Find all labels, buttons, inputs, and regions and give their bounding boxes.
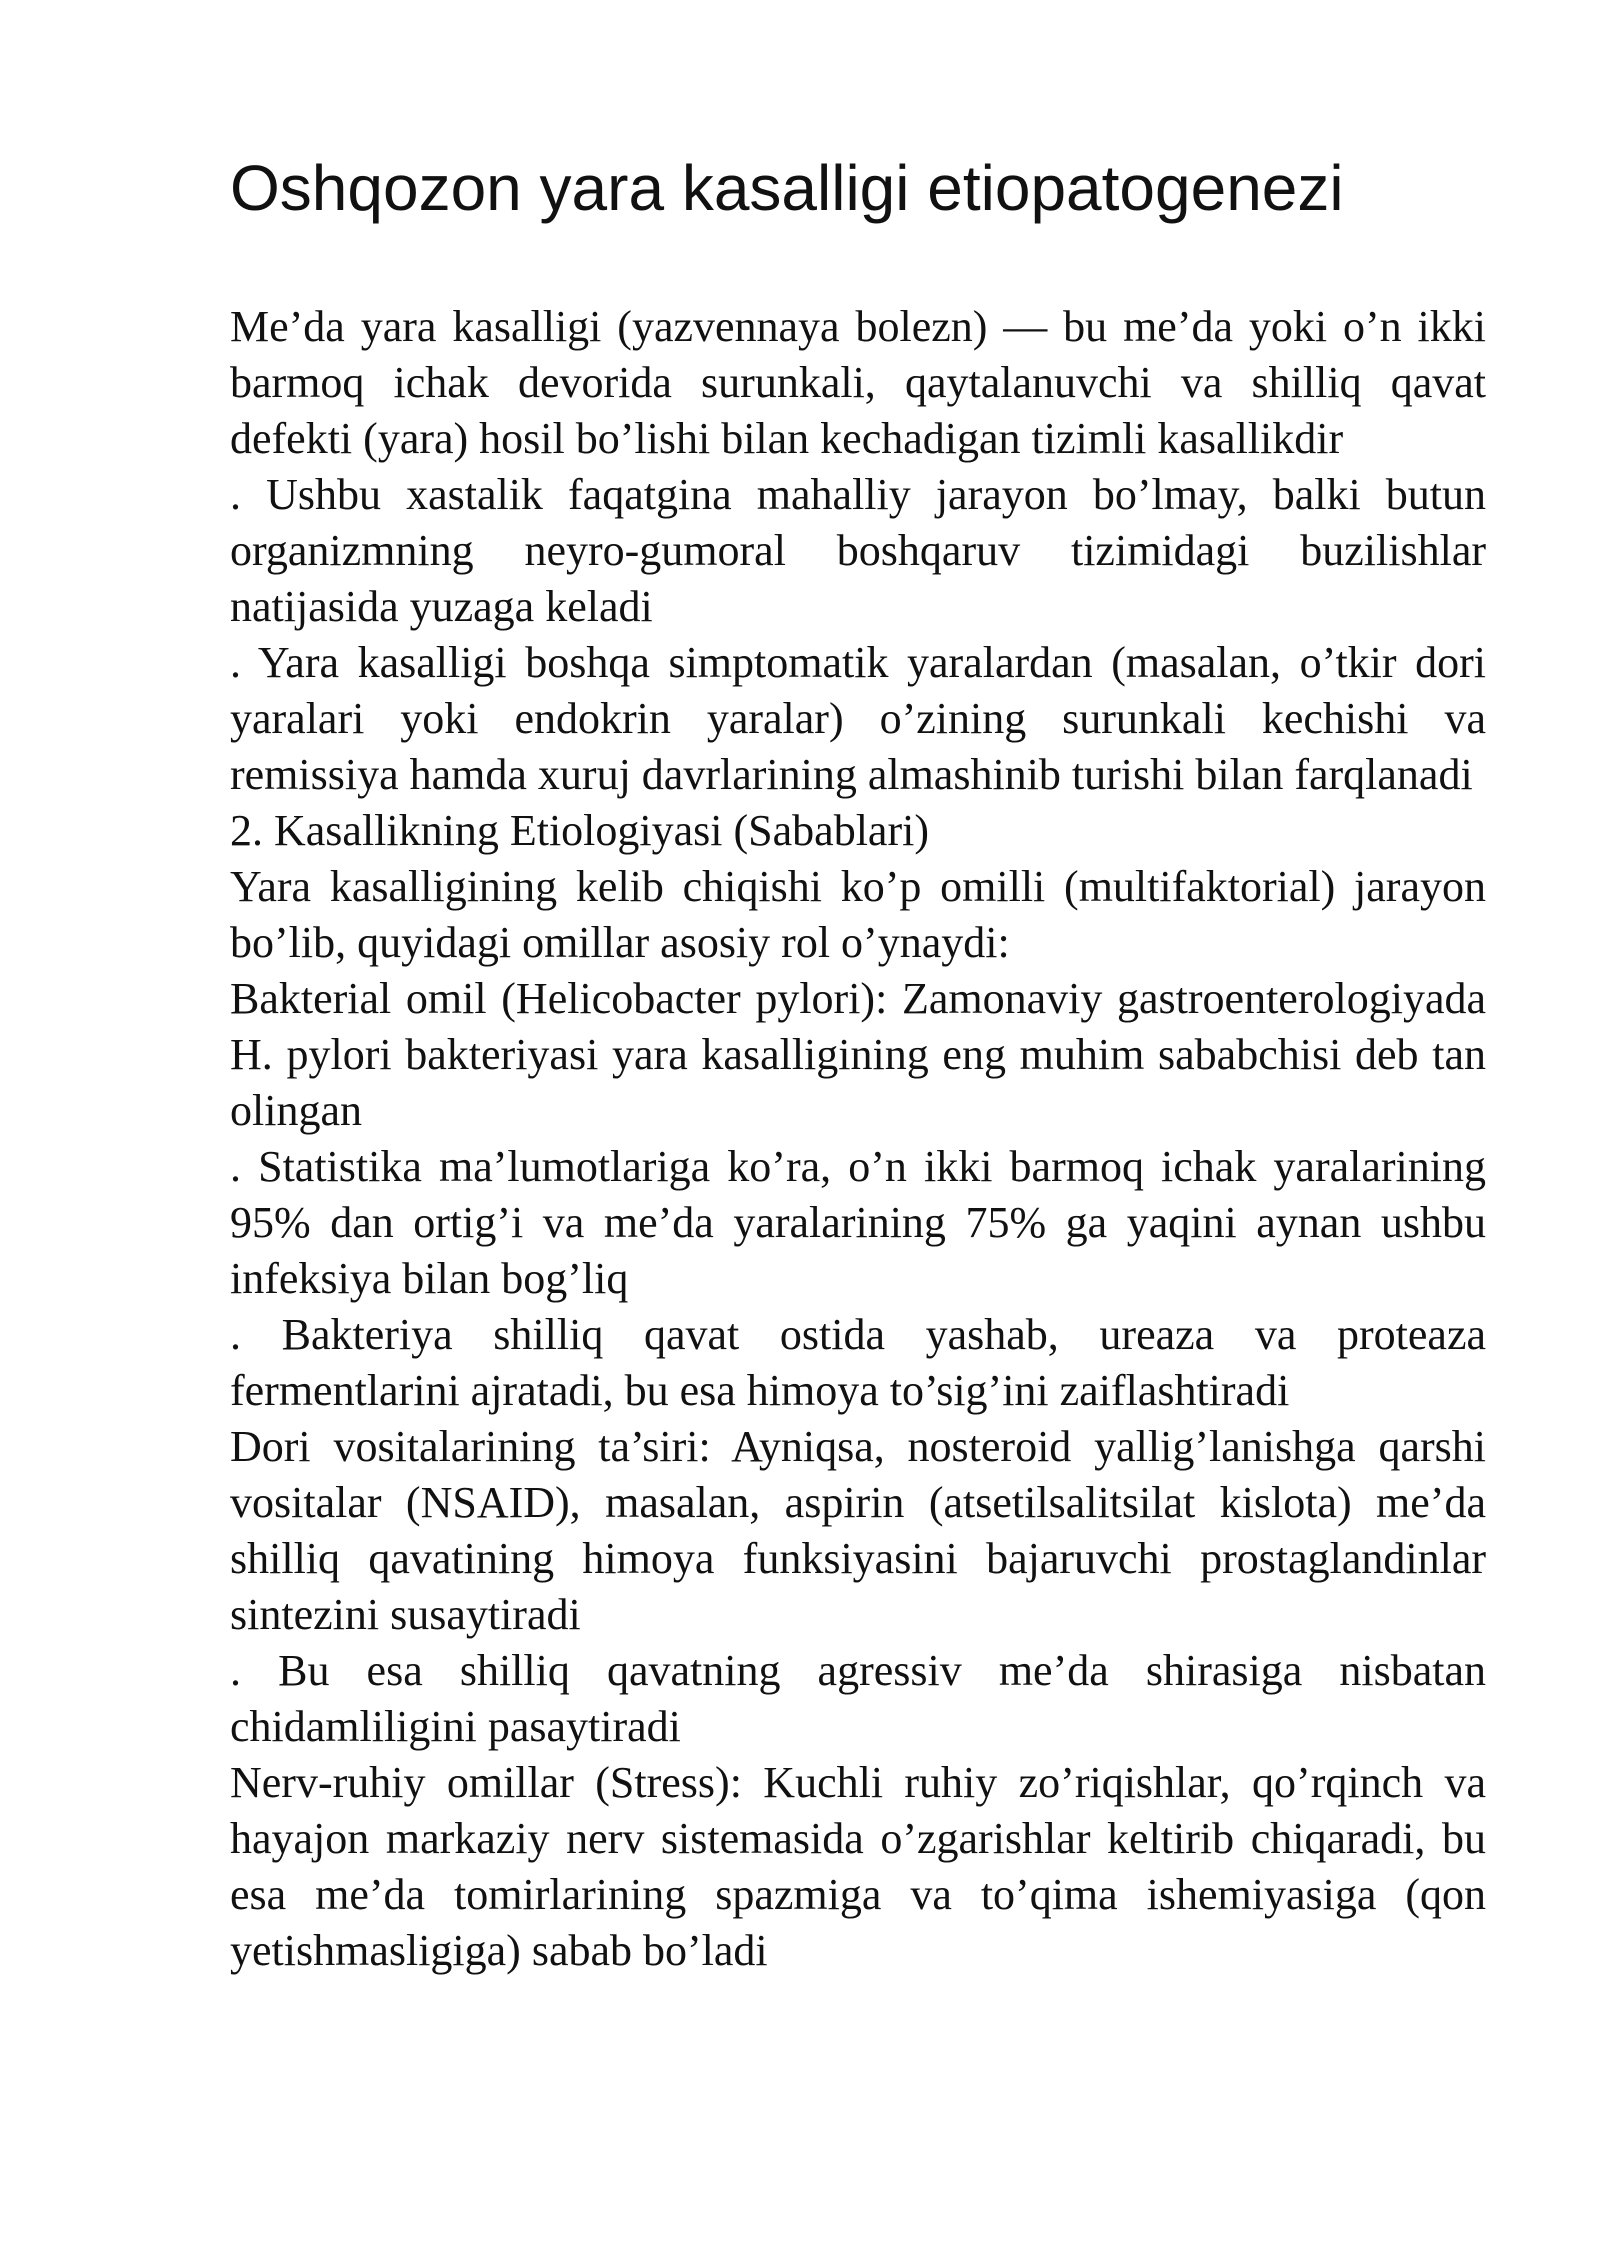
paragraph-statistics: . Statistika ma’lumotlariga ko’ra, o’n ikki barmoq ichak yaralarining 95% dan ortig’i va me’da yaralarining 75% ga yaqini aynan ushbu infeksiya bilan bog’liq [230, 1141, 1486, 1303]
paragraph-multifactorial: Yara kasalligining kelib chiqishi ko’p omilli (multifaktorial) jarayon bo’lib, quyidagi omillar asosiy rol o’ynaydi: [230, 861, 1486, 967]
paragraph-bacteria-enzymes: . Bakteriya shilliq qavat ostida yashab, ureaza va proteaza fermentlarini ajratadi, bu esa himoya to’sig’ini zaiflashtiradi [230, 1309, 1486, 1415]
section-heading-etiology: 2. Kasallikning Etiologiyasi (Sabablari) [230, 805, 929, 855]
paragraph-helicobacter: Bakterial omil (Helicobacter pylori): Zamonaviy gastroenterologiyada H. pylori bakteriyasi yara kasalligining eng muhim sababchisi deb tan olingan [230, 973, 1486, 1135]
paragraph-differentiation: . Yara kasalligi boshqa simptomatik yaralardan (masalan, o’tkir dori yaralari yoki endokrin yaralar) o’zining surunkali kechishi va remissiya hamda xuruj davrlarining almashinib turishi bilan farqlanadi [230, 637, 1486, 799]
document-title: Oshqozon yara kasalligi etiopatogenezi [230, 152, 1344, 224]
paragraph-stress: Nerv-ruhiy omillar (Stress): Kuchli ruhiy zo’riqishlar, qo’rqinch va hayajon markaziy nerv sistemasida o’zgarishlar keltirib chiqaradi, bu esa me’da tomirlarining spazmiga va to’qima ishemiyasiga (qon yetishmasligiga) sabab bo’ladi [230, 1757, 1486, 1975]
document-body [230, 150, 1486, 1979]
paragraph-mucosa-resistance: . Bu esa shilliq qavatning agressiv me’da shirasiga nisbatan chidamliligini pasaytiradi [230, 1645, 1486, 1751]
paragraph-drugs: Dori vositalarining ta’siri: Ayniqsa, nosteroid yallig’lanishga qarshi vositalar (NSAID), masalan, aspirin (atsetilsalitsilat kislota) me’da shilliq qavatining himoya funksiyasini bajaruvchi prostaglandinlar sintezini susaytiradi [230, 1421, 1486, 1639]
paragraph-neurohumoral: . Ushbu xastalik faqatgina mahalliy jarayon bo’lmay, balki butun organizmning neyro-gumoral boshqaruv tizimidagi buzilishlar natijasida yuzaga keladi [230, 469, 1486, 631]
paragraph-definition: Me’da yara kasalligi (yazvennaya bolezn) — bu me’da yoki o’n ikki barmoq ichak devorida surunkali, qaytalanuvchi va shilliq qavat defekti (yara) hosil bo’lishi bilan kechadigan tizimli kasallikdir [230, 301, 1486, 463]
